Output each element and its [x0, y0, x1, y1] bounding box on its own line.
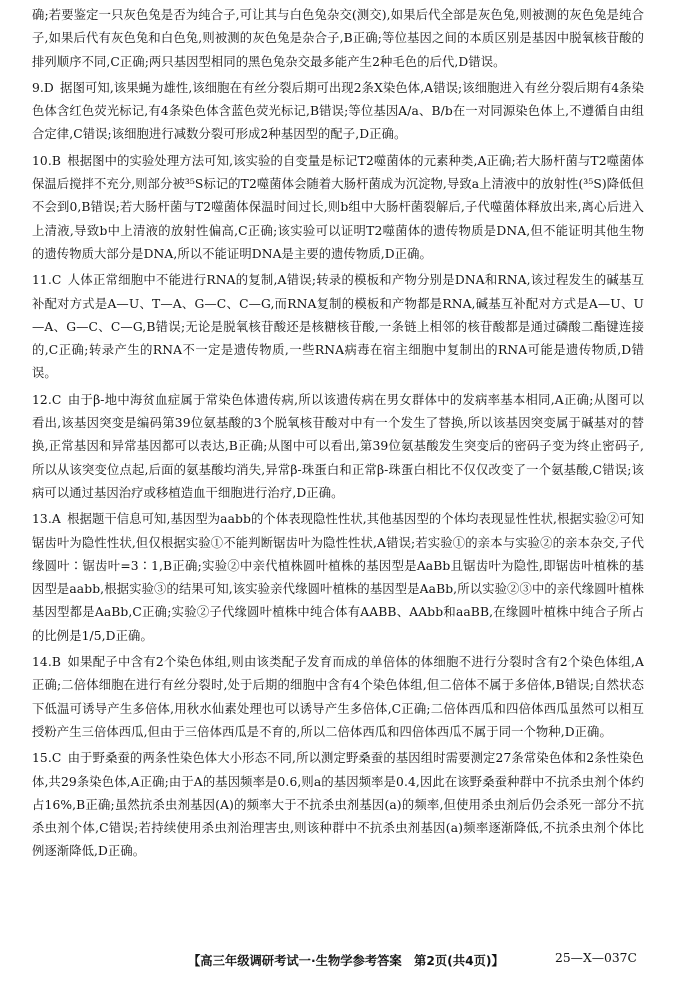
answer-explanation: 由于β-地中海贫血症属于常染色体遗传病,所以该遗传病在男女群体中的发病率基本相同,A正确;从图可以看出,该基因突变是编码第39位氨基酸的3个脱氧核苷酸对中有一个发生了替换,所以该基因突变属于碱基对的替换,正常基因和异常基因都可以表达,B正确;从图中可以看出,第39位氨基酸发生突变后的密码子变为终止密码子,所以从该突变位点起,后面的氨基酸均消失,异常β-珠蛋白和正常β-珠蛋白相比不仅仅改变了一个氨基酸,C错误;该病可以通过基因治疗或移植造血干细胞进行治疗,D正确。 — [32, 392, 644, 500]
answer-number: 13.A — [32, 512, 61, 527]
footer-code: 25—X—037C — [555, 951, 637, 965]
answer-item — [32, 150, 644, 266]
answer-item — [32, 651, 644, 744]
answer-explanation: 根据题干信息可知,基因型为aabb的个体表现隐性性状,其他基因型的个体均表现显性性状,根据实验②可知锯齿叶为隐性性状,但仅根据实验①不能判断锯齿叶为隐性性状,A错误;若实验①的亲本与实验②的亲本杂交,子代缘圆叶∶锯齿叶=3∶1,B正确;实验②中亲代植株圆叶植株的基因型是AaBb且锯齿叶为隐性,即锯齿叶植株的基因型是aabb,根据实验③的结果可知,该实验亲代缘圆叶植株的基因型是AaBb,所以实验②③中的亲代缘圆叶植株基因型都是AaBb,C正确;实验②子代缘圆叶植株中纯合体有AABB、AAbb和aaBB,在缘圆叶植株中纯合子所占的比例是1/5,D正确。 — [32, 512, 644, 643]
answer-number: 9.D — [32, 80, 54, 95]
answer-explanation: 人体正常细胞中不能进行RNA的复制,A错误;转录的模板和产物分别是DNA和RNA,该过程发生的碱基互补配对方式是A—U、T—A、G—C、C—G,而RNA复制的模板和产物都是RNA,碱基互补配对方式是A—U、U—A、G—C、C—G,B错误;无论是脱氧核苷酸还是核糖核苷酸,一条链上相邻的核苷酸都是通过磷酸二酯键连接的,C正确;转录产生的RNA不一定是遗传物质,一些RNA病毒在宿主细胞中复制出的RNA可能是遗传物质,D错误。 — [32, 273, 644, 381]
answer-number: 14.B — [32, 655, 61, 670]
answer-explanation: 根据图中的实验处理方法可知,该实验的自变量是标记T2噬菌体的元素种类,A正确;若大肠杆菌与T2噬菌体保温后搅拌不充分,则部分被³⁵S标记的T2噬菌体会随着大肠杆菌成为沉淀物,导致a上清液中的放射性(³⁵S)降低但不会到0,B错误;若大肠杆菌与T2噬菌体保温时间过长,则b组中大肠杆菌裂解后,子代噬菌体释放出来,离心后进入上清液,导致b中上清液的放射性偏高,C正确;该实验可以证明T2噬菌体的遗传物质是DNA,但不能证明其他生物的遗传物质大部分是DNA,所以不能证明DNA是主要的遗传物质,D正确。 — [32, 153, 644, 261]
answer-item — [32, 389, 644, 505]
answer-text-block — [32, 4, 644, 867]
answer-explanation: 据图可知,该果蝇为雄性,该细胞在有丝分裂后期可出现2条X染色体,A错误;该细胞进入有丝分裂后期有4条染色体含红色荧光标记,有4条染色体含蓝色荧光标记,B错误;等位基因A/a、B/b在一对同源染色体上,不遵循自由组合定律,C错误;该细胞进行减数分裂可形成2种基因型的配子,D正确。 — [32, 80, 644, 142]
page-footer — [0, 947, 677, 975]
answer-item — [32, 508, 644, 648]
answer-number: 11.C — [32, 273, 62, 288]
answer-item — [32, 269, 644, 385]
answer-list — [32, 77, 644, 864]
answer-item — [32, 747, 644, 863]
answer-number: 15.C — [32, 751, 62, 766]
answer-explanation: 由于野桑蚕的两条性染色体大小形态不同,所以测定野桑蚕的基因组时需要测定27条常染色体和2条性染色体,共29条染色体,A正确;由于A的基因频率是0.6,则a的基因频率是0.4,因此在该野桑蚕种群中不抗杀虫剂个体约占16%,B正确;虽然抗杀虫剂基因(A)的频率大于不抗杀虫剂基因(a)的频率,但使用杀虫剂后仍会杀死一部分不抗杀虫剂个体,C错误;若持续使用杀虫剂治理害虫,则该种群中不抗杀虫剂基因(a)频率逐渐降低,不抗杀虫剂个体比例逐渐降低,D正确。 — [32, 751, 644, 859]
answer-explanation: 如果配子中含有2个染色体组,则由该类配子发育而成的单倍体的体细胞不进行分裂时含有2个染色体组,A正确;二倍体细胞在进行有丝分裂时,处于后期的细胞中含有4个染色体组,但二倍体不属于多倍体,B错误;自然状态下低温可诱导产生多倍体,用秋水仙素处理也可以诱导产生多倍体,C正确;二倍体西瓜和四倍体西瓜虽然可以相互授粉产生三倍体西瓜,但由于三倍体西瓜是不育的,所以二倍体西瓜和四倍体西瓜不属于同一个物种,D正确。 — [32, 655, 644, 739]
footer-title: 【高三年级调研考试一·生物学参考答案 第2页(共4页)】 — [188, 954, 504, 968]
answer-item — [32, 77, 644, 147]
answer-number: 12.C — [32, 392, 62, 407]
continuation-paragraph: 确;若要鉴定一只灰色兔是否为纯合子,可让其与白色兔杂交(测交),如果后代全部是灰色兔,则被测的灰色兔是纯合子,如果后代有灰色兔和白色兔,则被测的灰色兔是杂合子,B正确;等位基因之间的本质区别是基因中脱氧核苷酸的排列顺序不同,C正确;两只基因型相同的黑色兔杂交最多能产生2种毛色的后代,D错误。 — [32, 8, 644, 69]
answer-number: 10.B — [32, 153, 61, 168]
